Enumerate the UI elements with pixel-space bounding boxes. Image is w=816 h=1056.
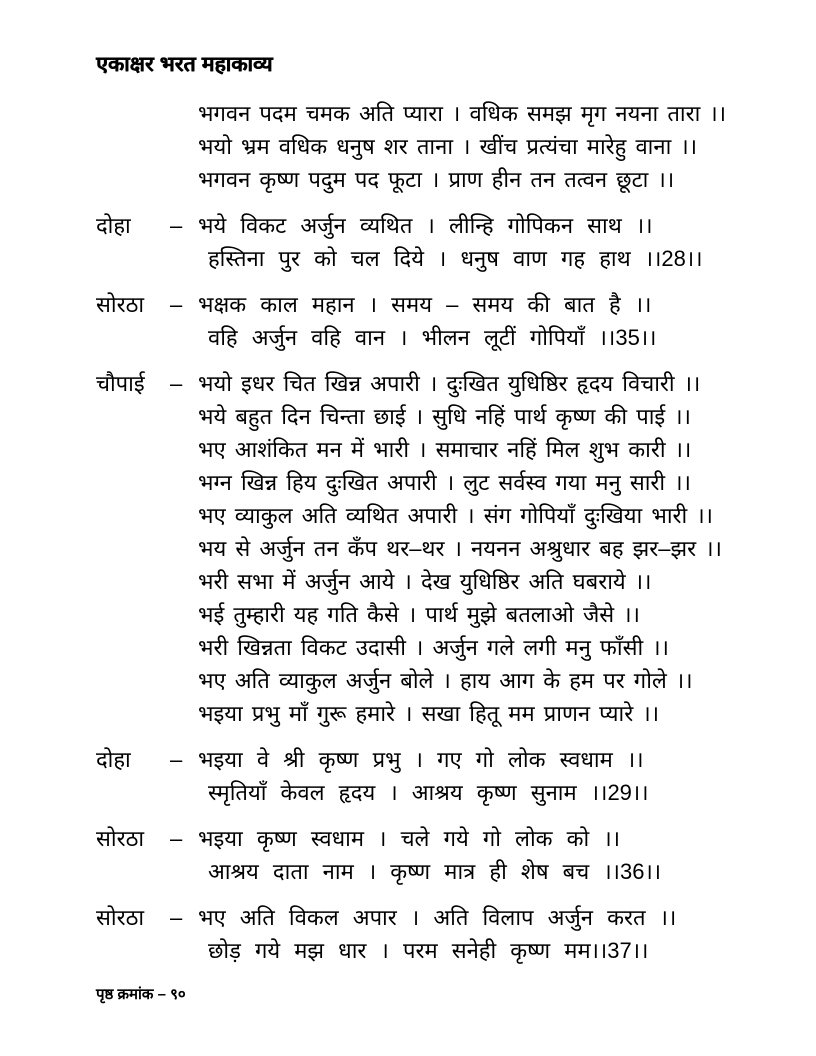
verse-block-sortha [96,822,756,888]
dash-separator: – [170,747,183,772]
verse-line: भइया वे श्री कृष्ण प्रभु । गए गो लोक स्वधाम ।। [198,747,644,772]
verse-block [96,97,756,196]
verse-label: सोरठा [96,292,145,317]
verse-block-doha [96,209,756,275]
verse-line: भगवन कृष्ण पदुम पद फूटा । प्राण हीन तन तत्वन छूटा ।। [198,167,675,192]
verse-line: आश्रय दाता नाम । कृष्ण मात्र ही शेष बच ।।36।। [208,859,662,884]
verse-label: चौपाई [96,371,145,396]
verse-line: भयो इधर चित खिन्न अपारी । दुःखित युधिष्ठिर हृदय विचारी ।। [198,371,701,396]
verse-line: छोड़ गये मझ धार । परम सनेही कृष्ण मम।।37।। [208,938,649,963]
verse-line: भए आशंकित मन में भारी । समाचार नहिं मिल शुभ कारी ।। [198,437,692,462]
verse-lines [198,901,756,967]
verse-line: भए व्याकुल अति व्यथित अपारी । संग गोपियाँ दुःखिया भारी ।। [198,503,714,528]
verse-line: भये बहुत दिन चिन्ता छाई । सुधि नहिं पार्थ कृष्ण की पाई ।। [198,404,691,429]
verse-line: भए अति विकल अपार । अति विलाप अर्जुन करत ।। [198,905,677,930]
verse-line: भयो भ्रम वधिक धनुष शर ताना । खींच प्रत्यंचा मारेहु वाना ।। [198,134,698,159]
verse-block-doha [96,743,756,809]
verse-label: दोहा [96,747,131,772]
verse-block-sortha [96,901,756,967]
dash-separator: – [170,371,183,396]
verse-label: सोरठा [96,826,145,851]
verse-line: भई तुम्हारी यह गति कैसे । पार्थ मुझे बतलाओ जैसे ।। [198,602,640,627]
verse-label [96,97,170,196]
dash-separator [170,97,198,196]
verse-line: भक्षक काल महान । समय – समय की बात है ।। [198,292,652,317]
verse-lines [198,97,756,196]
verse-lines [198,743,756,809]
dash-separator: – [170,213,183,238]
verse-label: दोहा [96,213,131,238]
verse-line: भरी खिन्नता विकट उदासी । अर्जुन गले लगी मनु फाँसी ।। [198,635,669,660]
page-number-footer: पृष्ठ क्रमांक – ९० [96,986,186,1003]
verse-line: भइया कृष्ण स्वधाम । चले गये गो लोक को ।। [198,826,621,851]
verse-content [96,97,756,980]
verse-line: भइया प्रभु माँ गुरू हमारे । सखा हितू मम प्राणन प्यारे ।। [198,701,660,726]
verse-line: स्मृतियाँ केवल हृदय । आश्रय कृष्ण सुनाम ।।29।। [208,780,649,805]
verse-lines [198,288,756,354]
verse-lines [198,209,756,275]
dash-separator: – [170,292,183,317]
dash-separator: – [170,826,183,851]
verse-line: वहि अर्जुन वहि वान । भीलन लूटीं गोपियाँ ।।35।। [208,325,657,350]
dash-separator: – [170,905,183,930]
verse-line: भये विकट अर्जुन व्यथित । लीन्हि गोपिकन साथ ।। [198,213,653,238]
verse-lines [198,822,756,888]
verse-line: भगवन पदम चमक अति प्यारा । वधिक समझ मृग नयना तारा ।। [198,101,727,126]
verse-line: भरी सभा में अर्जुन आये । देख युधिष्ठिर अति घबराये ।। [198,569,652,594]
verse-line: हस्तिना पुर को चल दिये । धनुष वाण गह हाथ ।।28।। [208,246,703,271]
verse-line: भग्न खिन्न हिय दुःखित अपारी । लुट सर्वस्व गया मनु सारी ।। [198,470,691,495]
verse-line: भए अति व्याकुल अर्जुन बोले । हाय आग के हम पर गोले ।। [198,668,693,693]
verse-lines [198,367,756,730]
page-title: एकाक्षर भरत महाकाव्य [96,53,273,76]
verse-block-sortha [96,288,756,354]
verse-block-chaupai [96,367,756,730]
verse-line: भय से अर्जुन तन कँप थर–थर । नयनन अश्रुधार बह झर–झर ।। [198,536,722,561]
verse-label: सोरठा [96,905,145,930]
